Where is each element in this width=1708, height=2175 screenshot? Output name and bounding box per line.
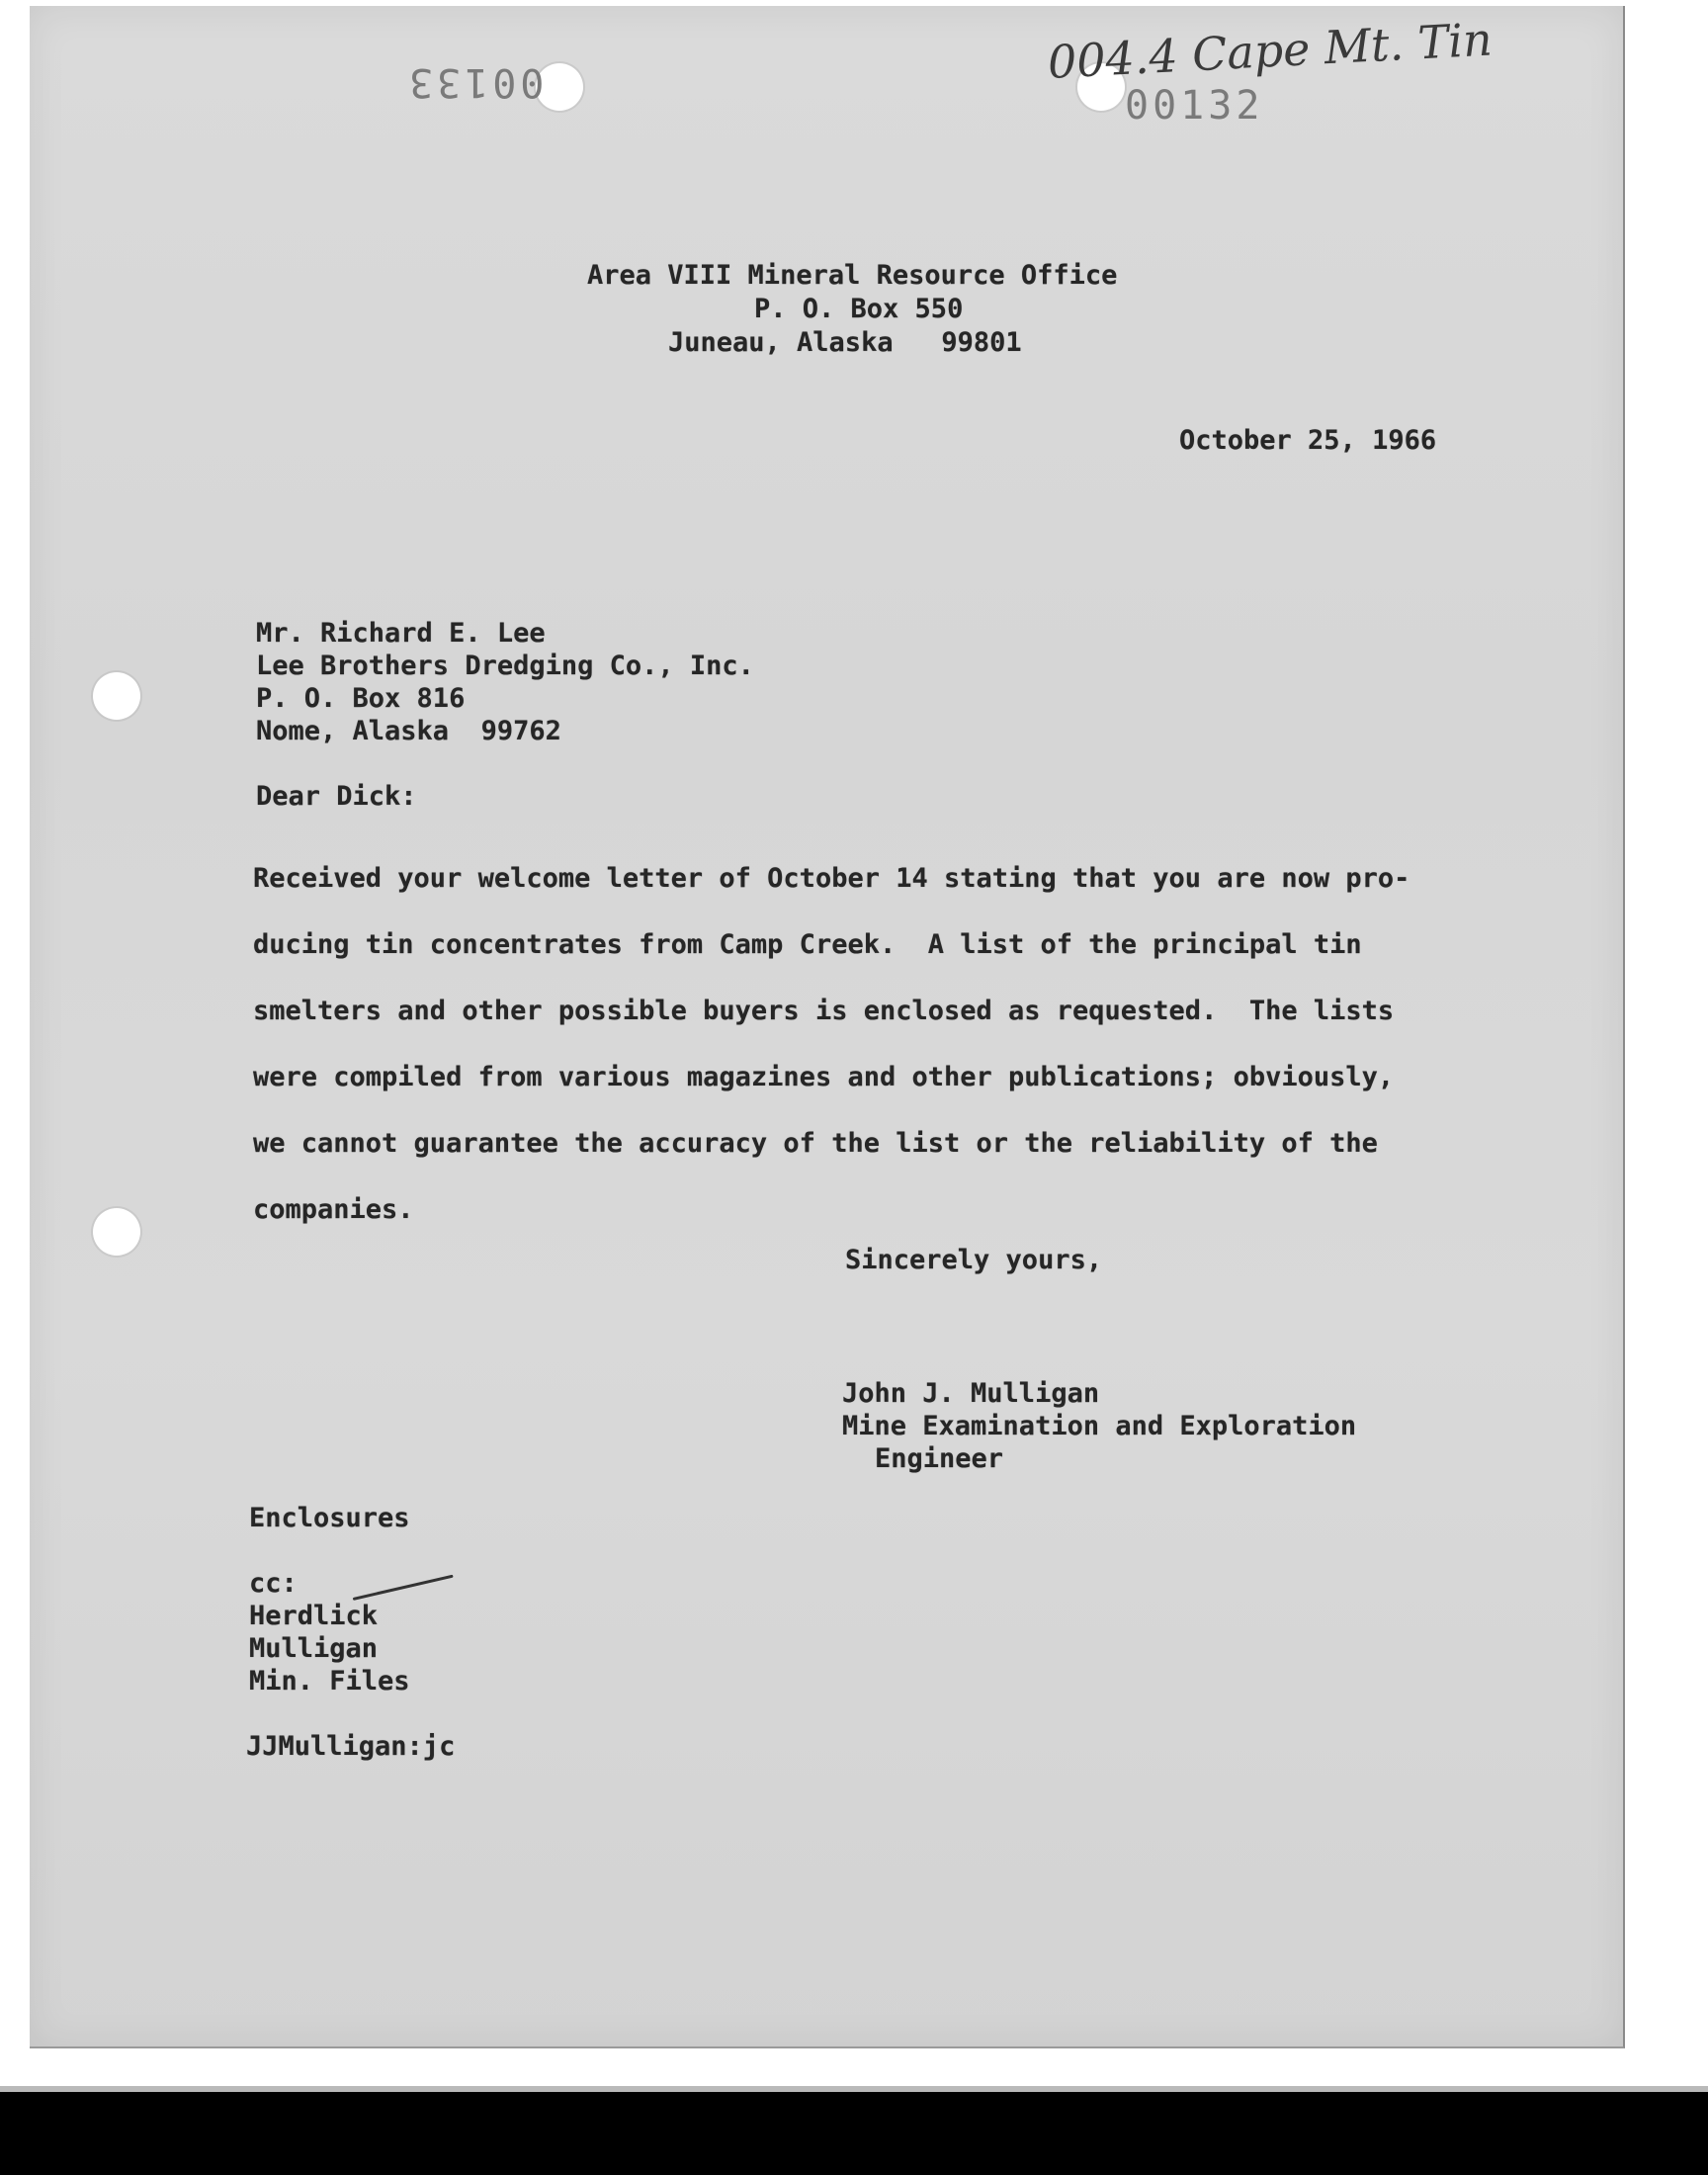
cc-name-files: Min. Files xyxy=(249,1666,410,1696)
cc-name-mulligan: Mulligan xyxy=(249,1633,379,1664)
body-line: ducing tin concentrates from Camp Creek. A list of the principal tin xyxy=(253,929,1362,960)
enclosures-label: Enclosures xyxy=(249,1503,410,1533)
body-line: we cannot guarantee the accuracy of the list or the reliability of the xyxy=(253,1128,1378,1159)
signer-title-line2: Engineer xyxy=(875,1443,1004,1474)
closing: Sincerely yours, xyxy=(845,1245,1103,1275)
letterhead-po-box: P. O. Box 550 xyxy=(754,294,964,324)
signer-title-line1: Mine Examination and Exploration xyxy=(842,1411,1357,1441)
body-line: Received your welcome letter of October 14 stating that you are now pro- xyxy=(253,863,1410,894)
stamp-number-left: 00133 xyxy=(405,59,545,105)
punch-hole-middle xyxy=(93,672,140,720)
recipient-city: Nome, Alaska 99762 xyxy=(256,716,561,746)
cc-label: cc: xyxy=(249,1568,298,1599)
letterhead-office: Area VIII Mineral Resource Office xyxy=(587,260,1118,291)
handwritten-file-note: 004.4 Cape Mt. Tin xyxy=(1046,12,1494,89)
recipient-address: P. O. Box 816 xyxy=(256,683,466,714)
stamp-number-right: 00132 xyxy=(1125,83,1264,129)
recipient-name: Mr. Richard E. Lee xyxy=(256,618,546,649)
letter-date: October 25, 1966 xyxy=(1179,425,1437,456)
cc-name-herdlick: Herdlick xyxy=(249,1601,379,1631)
body-line: smelters and other possible buyers is enclosed as requested. The lists xyxy=(253,996,1395,1026)
recipient-company: Lee Brothers Dredging Co., Inc. xyxy=(256,651,754,681)
salutation: Dear Dick: xyxy=(256,781,417,812)
body-line: were compiled from various magazines and other publications; obviously, xyxy=(253,1062,1395,1092)
signer-name: John J. Mulligan xyxy=(842,1378,1100,1409)
letter-body xyxy=(253,845,1459,1243)
body-line: companies. xyxy=(253,1194,414,1225)
letterhead-city: Juneau, Alaska 99801 xyxy=(668,327,1022,358)
reference-initials: JJMulligan:jc xyxy=(246,1731,456,1762)
punch-hole-lower xyxy=(93,1208,140,1256)
scan-bottom-band xyxy=(0,2092,1708,2175)
